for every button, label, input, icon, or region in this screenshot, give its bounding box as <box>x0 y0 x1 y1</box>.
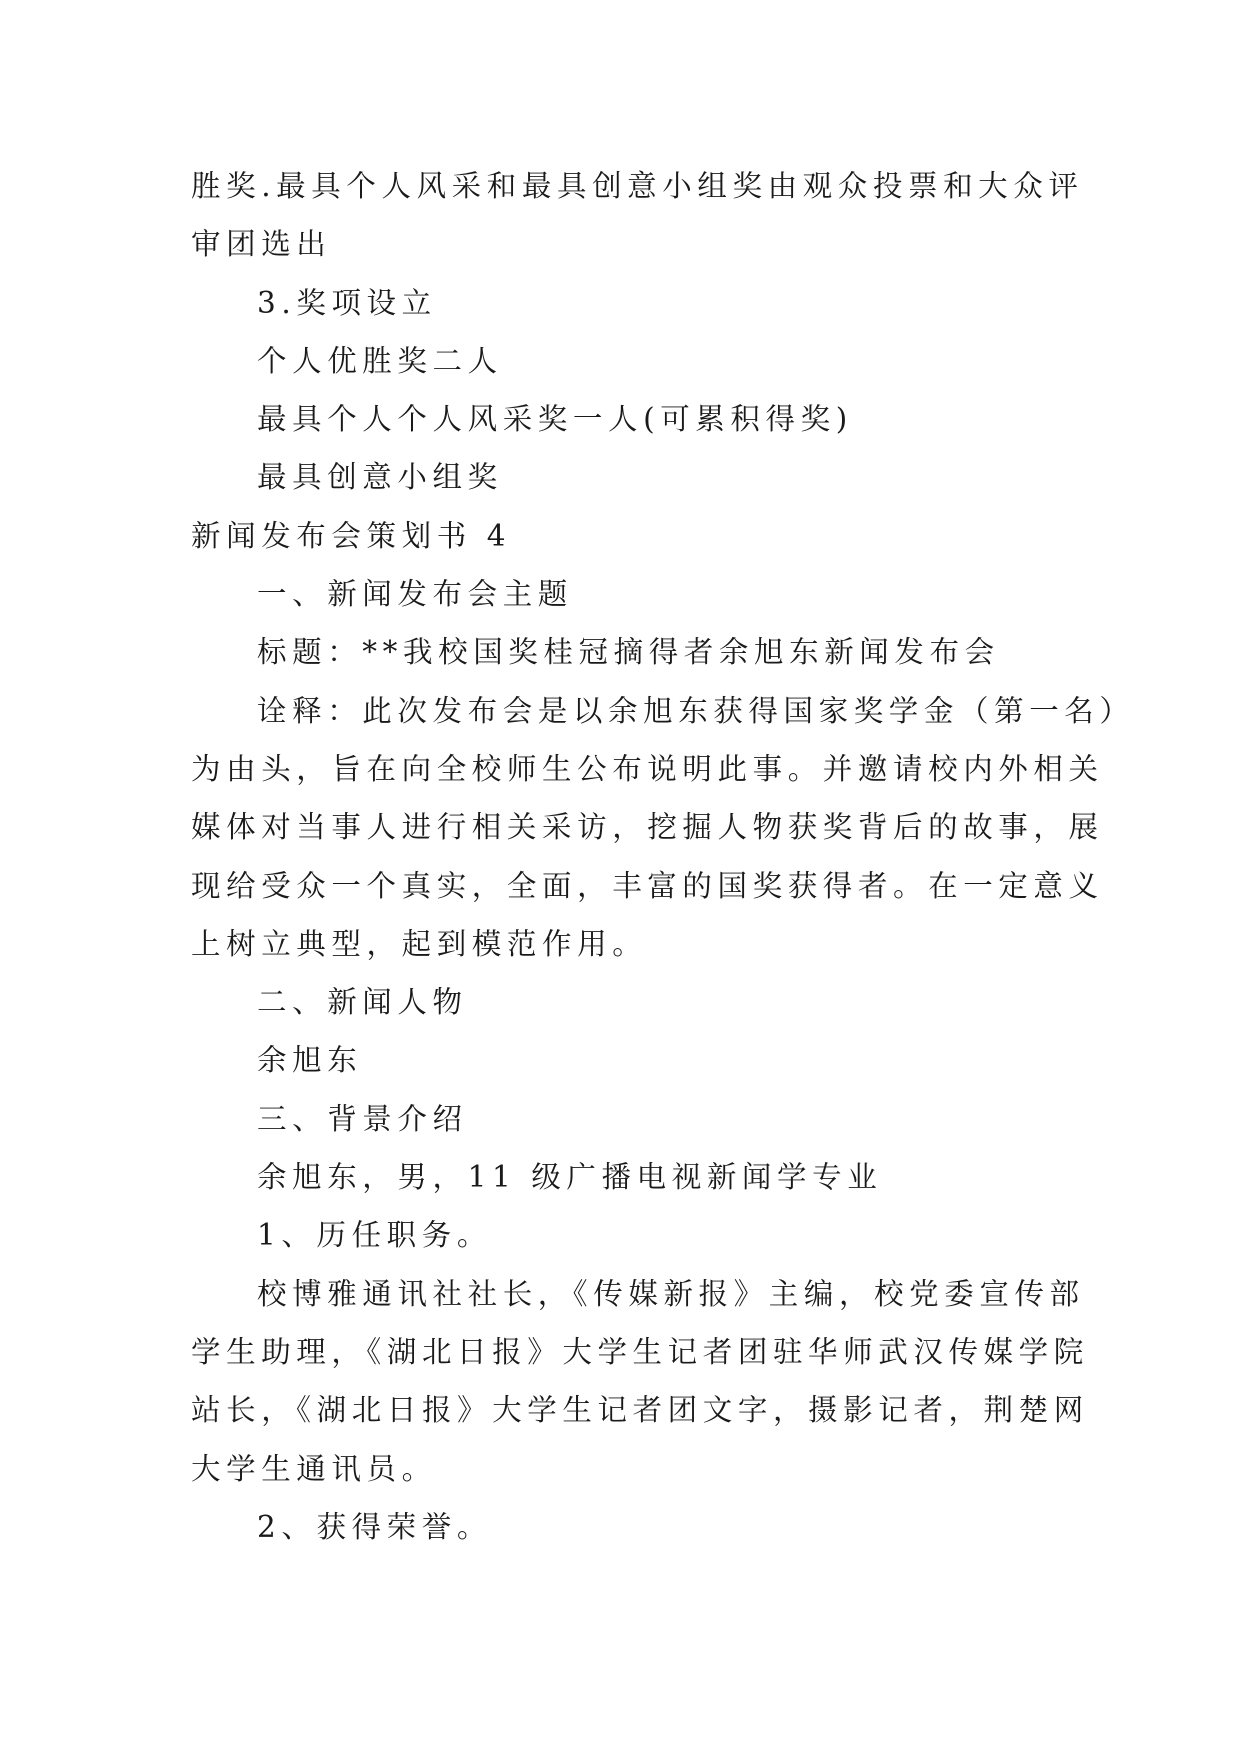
text-line: 最具个人个人风采奖一人(可累积得奖) <box>257 402 853 437</box>
text-line: 一、新闻发布会主题 <box>257 577 573 612</box>
text-line: 余旭东，男，11 级广播电视新闻学专业 <box>257 1160 883 1195</box>
text-line: 余旭东 <box>257 1043 363 1078</box>
text-line: 校博雅通讯社社长，《传媒新报》主编，校党委宣传部 <box>257 1276 1085 1311</box>
text-line: 现给受众一个真实，全面，丰富的国奖获得者。在一定意义 <box>191 868 1104 903</box>
document-body <box>191 157 1135 1556</box>
text-line: 上树立典型，起到模范作用。 <box>191 926 648 961</box>
text-line: 2、获得荣誉。 <box>257 1509 492 1544</box>
text-line: 大学生通讯员。 <box>191 1451 437 1486</box>
text-line: 站长，《湖北日报》大学生记者团文字，摄影记者，荆楚网 <box>191 1393 1089 1428</box>
text-line: 胜奖.最具个人风采和最具创意小组奖由观众投票和大众评 <box>191 169 1084 203</box>
text-line: 新闻发布会策划书 4 <box>191 518 512 553</box>
text-line: 二、新闻人物 <box>257 985 468 1020</box>
text-line: 三、背景介绍 <box>257 1101 468 1136</box>
text-line: 1、历任职务。 <box>257 1218 492 1253</box>
text-line: 最具创意小组奖 <box>257 460 503 495</box>
text-line: 个人优胜奖二人 <box>257 343 503 378</box>
text-line: 3.奖项设立 <box>257 285 437 320</box>
text-line: 标题：**我校国奖桂冠摘得者余旭东新闻发布会 <box>257 635 1000 670</box>
text-line: 学生助理，《湖北日报》大学生记者团驻华师武汉传媒学院 <box>191 1334 1089 1369</box>
text-line: 审团选出 <box>191 227 332 262</box>
text-line: 诠释：此次发布会是以余旭东获得国家奖学金（第一名） <box>257 693 1135 728</box>
text-line: 媒体对当事人进行相关采访，挖掘人物获奖背后的故事，展 <box>191 810 1104 845</box>
text-line: 为由头，旨在向全校师生公布说明此事。并邀请校内外相关 <box>191 751 1104 786</box>
